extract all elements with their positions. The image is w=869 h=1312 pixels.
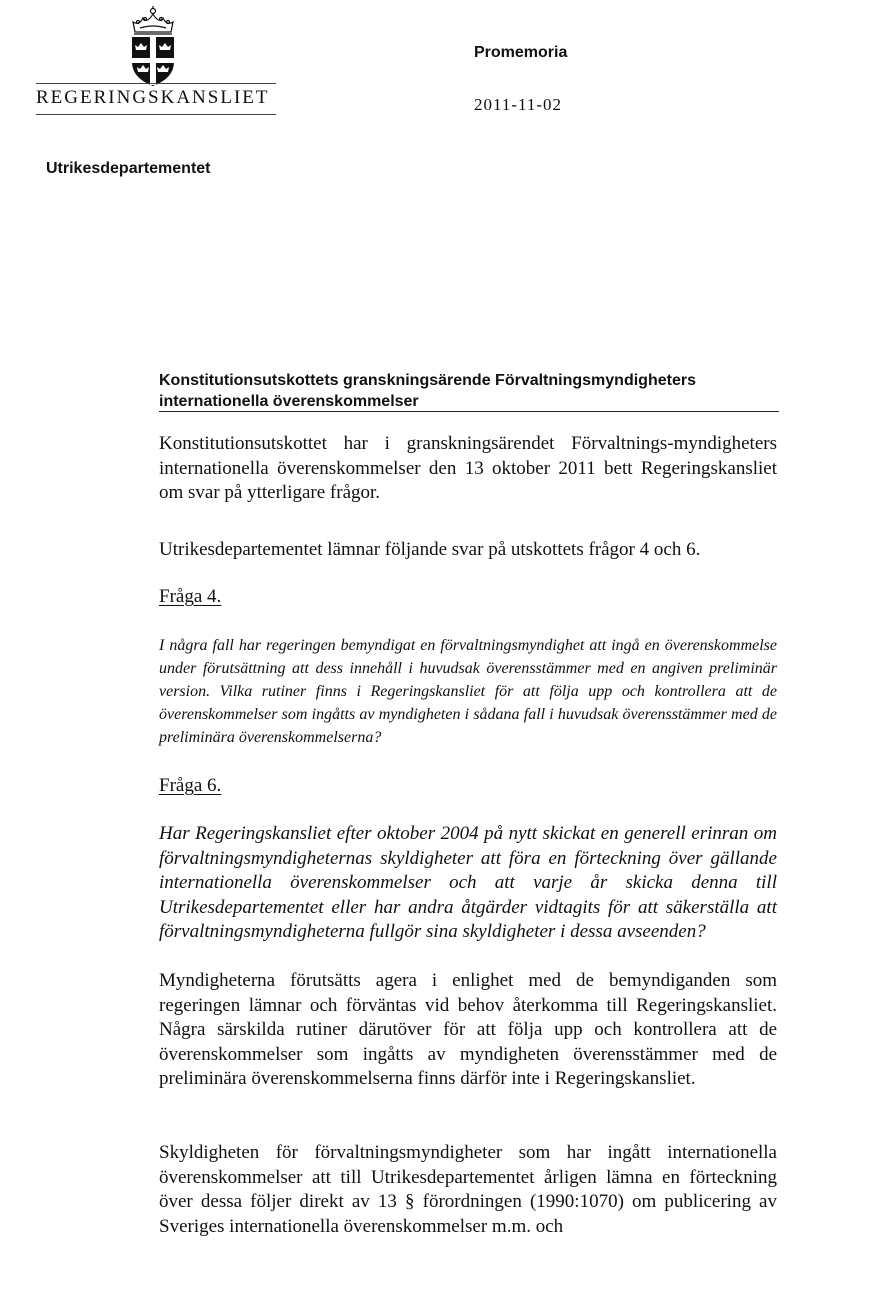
subject-line: Konstitutionsutskottets granskningsärende Förvaltningsmyndigheters xyxy=(159,372,696,389)
question-4-text: I några fall har regeringen bemyndigat en förvaltningsmyndighet att ingå en överenskommelse under förutsättning att dess innehåll i huvudsak överensstämmer med en angiven preliminär version. Vilka rutiner finns i Regeringskansliet för att följa upp och kontrollera att de överenskommelser som ingåtts av myndigheten i sådana fall i huvudsak överensstämmer med de preliminära överenskommelserna? xyxy=(159,637,777,746)
answer-paragraph: Myndigheterna förutsätts agera i enlighet med de bemyndiganden som regeringen lämnar och förväntas vid behov återkomma till Regeringskansliet. Några särskilda rutiner därutöver för att följa upp och kontrollera att de överenskommelser som ingåtts av myndigheten överensstämmer med de preliminära överenskommelserna finns därför inte i Regeringskansliet. xyxy=(159,970,777,1089)
question-4-label: Fråga 4. xyxy=(159,586,222,607)
logo-divider xyxy=(36,83,276,84)
intro-paragraph: Konstitutionsutskottet har i granskningsärendet Förvaltnings-myndigheters internationella överenskommelser den 13 oktober 2011 bett Regeringskansliet om svar på ytterligare frågor. xyxy=(159,433,777,503)
department-name: Utrikesdepartementet xyxy=(46,160,211,177)
document-date: 2011-11-02 xyxy=(474,95,563,114)
answer-paragraph: Skyldigheten för förvaltningsmyndigheter som har ingått internationella överenskommelser att till Utrikesdepartementet årligen lämna en förteckning över dessa följer direkt av 13 § förordningen (1990:1070) om publicering av Sveriges internationella överenskommelser m.m. och xyxy=(159,1142,777,1237)
answer-lead-paragraph: Utrikesdepartementet lämnar följande svar på utskottets frågor 4 och 6. xyxy=(159,539,701,560)
government-emblem-icon xyxy=(118,4,188,88)
question-6-text: Har Regeringskansliet efter oktober 2004 på nytt skickat en generell erinran om förvaltningsmyndigheternas skyldigheter att föra en förteckning över gällande internationella överenskommelser och att varje år skicka denna till Utrikesdepartementet eller har andra åtgärder vidtagits för att säkerställa att förvaltningsmyndigheterna fullgör sina skyldigheter i dessa avseenden? xyxy=(159,823,777,942)
document-type: Promemoria xyxy=(474,44,568,61)
subject-line: internationella överenskommelser xyxy=(159,393,419,410)
subject-heading xyxy=(159,370,779,412)
logo-wordmark: REGERINGSKANSLIET xyxy=(36,87,270,108)
subject-underline xyxy=(159,411,779,412)
question-6-label: Fråga 6. xyxy=(159,775,222,796)
logo-divider xyxy=(36,114,276,115)
